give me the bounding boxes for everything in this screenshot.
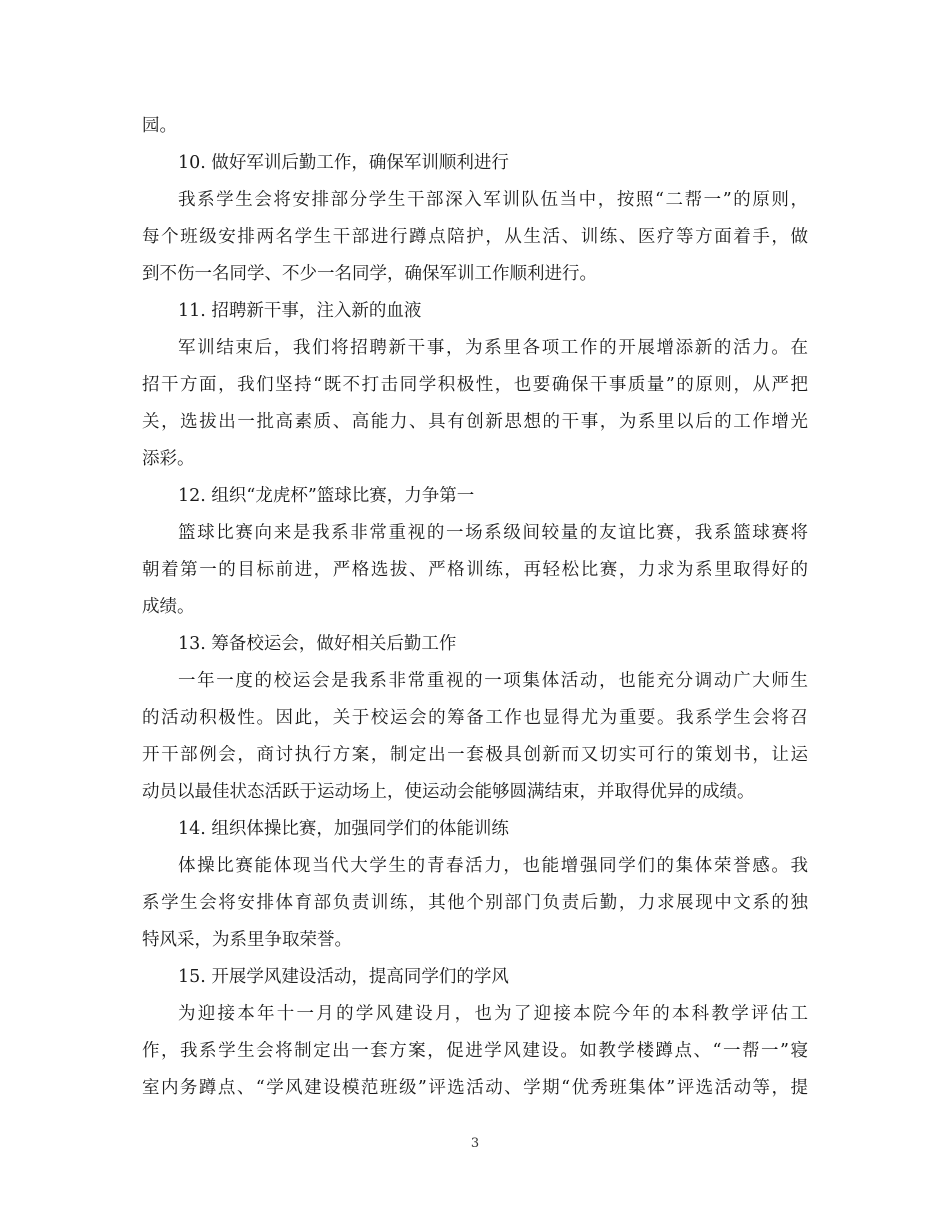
paragraph	[142, 515, 808, 626]
text-line: 特风采，为系里争取荣誉。	[142, 930, 352, 950]
text-line: 14. 组织体操比赛，加强同学们的体能训练	[178, 819, 509, 839]
text-line: 军训结束后，我们将招聘新干事，为系里各项工作的开展增添新的活力。在	[178, 338, 808, 358]
text-line: 到不伤一名同学、不少一名同学，确保军训工作顺利进行。	[142, 264, 597, 284]
document-body	[142, 108, 808, 1107]
section-heading	[142, 626, 808, 663]
text-line: 朝着第一的目标前进，严格选拔、严格训练，再轻松比赛，力求为系里取得好的	[142, 560, 808, 580]
section-heading	[142, 478, 808, 515]
section-heading	[142, 293, 808, 330]
text-line: 招干方面，我们坚持“既不打击同学积极性，也要确保干事质量”的原则，从严把	[142, 375, 808, 395]
text-line: 室内务蹲点、“学风建设模范班级”评选活动、学期“优秀班集体”评选活动等，提	[142, 1078, 808, 1098]
text-line: 园。	[142, 116, 177, 136]
text-line: 一年一度的校运会是我系非常重视的一项集体活动，也能充分调动广大师生	[178, 671, 808, 691]
text-line: 体操比赛能体现当代大学生的青春活力，也能增强同学们的集体荣誉感。我	[178, 856, 808, 876]
text-line: 10. 做好军训后勤工作，确保军训顺利进行	[178, 153, 509, 173]
paragraph	[142, 330, 808, 478]
text-line: 关，选拔出一批高素质、高能力、具有创新思想的干事，为系里以后的工作增光	[142, 412, 808, 432]
text-line: 开干部例会，商讨执行方案，制定出一套极具创新而又切实可行的策划书，让运	[142, 745, 808, 765]
text-line: 15. 开展学风建设活动，提高同学们的学风	[178, 967, 509, 987]
text-line: 为迎接本年十一月的学风建设月，也为了迎接本院今年的本科教学评估工	[178, 1004, 808, 1024]
text-line: 动员以最佳状态活跃于运动场上，使运动会能够圆满结束，并取得优异的成绩。	[142, 782, 755, 802]
text-line: 作，我系学生会将制定出一套方案，促进学风建设。如教学楼蹲点、“一帮一”寝	[142, 1041, 808, 1061]
paragraph-continuation	[142, 108, 808, 145]
paragraph	[142, 848, 808, 959]
text-line: 成绩。	[142, 597, 195, 617]
section-heading	[142, 145, 808, 182]
section-heading	[142, 959, 808, 996]
text-line: 篮球比赛向来是我系非常重视的一场系级间较量的友谊比赛，我系篮球赛将	[178, 523, 808, 543]
paragraph	[142, 663, 808, 811]
text-line: 系学生会将安排体育部负责训练，其他个别部门负责后勤，力求展现中文系的独	[142, 893, 808, 913]
text-line: 每个班级安排两名学生干部进行蹲点陪护，从生活、训练、医疗等方面着手，做	[142, 227, 808, 247]
paragraph	[142, 182, 808, 293]
text-line: 13. 筹备校运会，做好相关后勤工作	[178, 634, 457, 654]
text-line: 的活动积极性。因此，关于校运会的筹备工作也显得尤为重要。我系学生会将召	[142, 708, 808, 728]
paragraph	[142, 996, 808, 1107]
page-number: 3	[470, 1136, 480, 1151]
text-line: 添彩。	[142, 449, 195, 469]
text-line: 12. 组织“龙虎杯”篮球比赛，力争第一	[178, 486, 475, 506]
text-line: 11. 招聘新干事，注入新的血液	[178, 301, 422, 321]
text-line: 我系学生会将安排部分学生干部深入军训队伍当中，按照“二帮一”的原则，	[178, 190, 808, 210]
section-heading	[142, 811, 808, 848]
